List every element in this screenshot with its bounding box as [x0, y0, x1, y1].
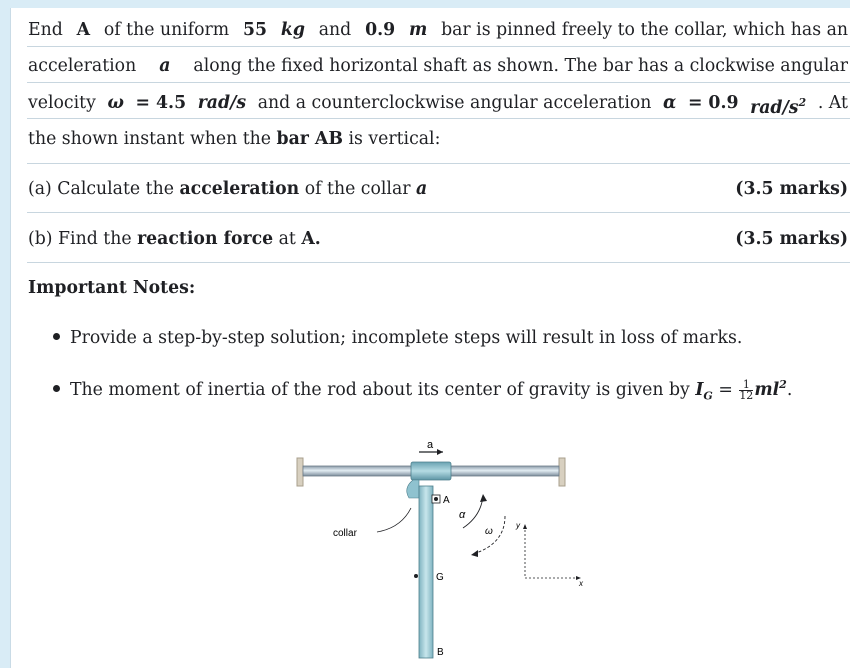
label-A: A	[443, 495, 450, 506]
part-a-question	[28, 177, 427, 201]
length-unit: m	[408, 20, 428, 40]
omega-unit: rad/s	[197, 93, 247, 113]
y-axis-arrow	[523, 524, 527, 529]
problem-line-3	[28, 91, 848, 120]
point-A: A	[76, 20, 91, 40]
label-a: a	[427, 439, 434, 451]
alpha-symbol: α	[663, 93, 677, 113]
marks-label: (3.5 marks)	[735, 179, 848, 199]
omega-arrowhead	[471, 550, 478, 557]
text: acceleration	[28, 56, 137, 76]
bullet-dot	[53, 333, 60, 340]
label-alpha: α	[459, 509, 466, 521]
collar-leader	[377, 508, 411, 532]
length-value: 0.9	[365, 20, 396, 40]
omega-symbol: ω	[107, 93, 124, 113]
text: at	[278, 229, 296, 249]
rule-line	[27, 163, 850, 164]
alpha-unit	[750, 91, 806, 120]
notes-title: Important Notes:	[28, 278, 196, 298]
accel-symbol: a	[159, 56, 171, 76]
ml: ml	[754, 379, 780, 400]
point-A: A.	[301, 229, 321, 249]
alpha-arc	[463, 496, 483, 528]
mass-value: 55	[243, 20, 268, 40]
mass-unit: kg	[280, 20, 305, 40]
accel-arrowhead	[437, 449, 443, 455]
right-wall	[559, 458, 565, 486]
part-label: (a)	[28, 179, 52, 199]
label-G: G	[436, 572, 444, 583]
note-bullet-2	[53, 378, 792, 402]
alpha-arrowhead	[480, 494, 487, 502]
rule-line	[27, 212, 850, 213]
fraction	[739, 377, 754, 402]
text: Find the	[58, 229, 132, 249]
label-collar: collar	[333, 528, 357, 539]
text-bold: acceleration	[179, 179, 300, 199]
part-b	[28, 227, 848, 251]
problem-line-1	[28, 18, 848, 42]
alpha-unit-exp: 2	[798, 96, 807, 109]
label-y: y	[516, 521, 520, 530]
problem-line-2	[28, 54, 848, 78]
rule-line	[27, 46, 850, 47]
text: is vertical:	[348, 129, 441, 149]
note-text: The moment of inertia of the rod about its center of gravity is given by	[70, 379, 690, 400]
alpha-unit-text: rad/s	[750, 97, 799, 118]
text: of the uniform	[103, 20, 230, 40]
inertia-symbol	[695, 379, 713, 403]
collar	[411, 462, 451, 480]
text: . At	[817, 93, 848, 113]
equals: =	[718, 379, 733, 400]
accel-symbol: a	[416, 179, 428, 199]
part-a	[28, 177, 848, 201]
text: bar is pinned freely to the collar, which has an	[441, 20, 848, 40]
ml-exp: 2	[779, 378, 787, 391]
note-text: Provide a step-by-step solution; incomplete steps will result in loss of marks.	[70, 328, 743, 348]
left-wall	[297, 458, 303, 486]
center-of-gravity	[414, 574, 418, 578]
frac-num: 1	[739, 380, 753, 391]
inertia-sub: G	[703, 389, 713, 403]
text: of the collar	[304, 179, 411, 199]
rule-line	[27, 82, 850, 83]
text: the shown instant when the	[28, 129, 272, 149]
part-b-question	[28, 227, 321, 251]
problem-card	[10, 8, 850, 668]
problem-line-4	[28, 127, 848, 151]
note-bullet-1	[53, 328, 742, 348]
text: along the fixed horizontal shaft as shown. The bar has a clockwise angular	[193, 56, 848, 76]
frac-den: 12	[739, 388, 754, 402]
marks-label: (3.5 marks)	[735, 229, 848, 249]
omega-value: = 4.5	[135, 93, 187, 113]
text: Calculate the	[57, 179, 174, 199]
bullet-dot	[53, 385, 60, 392]
text: and	[318, 20, 352, 40]
part-label: (b)	[28, 229, 53, 249]
inertia-I: I	[695, 379, 704, 400]
period: .	[786, 379, 793, 400]
ml-squared	[754, 380, 787, 400]
text: and a counterclockwise angular acceleration	[257, 93, 652, 113]
label-B: B	[437, 647, 444, 658]
text-bold: reaction force	[137, 229, 274, 249]
rule-line	[27, 262, 850, 263]
label-x: x	[579, 579, 583, 588]
label-omega: ω	[485, 526, 493, 537]
text: End	[28, 20, 63, 40]
mechanism-figure	[11, 436, 850, 666]
text: velocity	[28, 93, 96, 113]
bar-AB: bar AB	[276, 129, 343, 149]
alpha-value: = 0.9	[687, 93, 739, 113]
pin-A	[434, 497, 438, 501]
collar-bracket	[407, 480, 419, 498]
bar-AB	[419, 486, 433, 658]
rule-line	[27, 118, 850, 119]
